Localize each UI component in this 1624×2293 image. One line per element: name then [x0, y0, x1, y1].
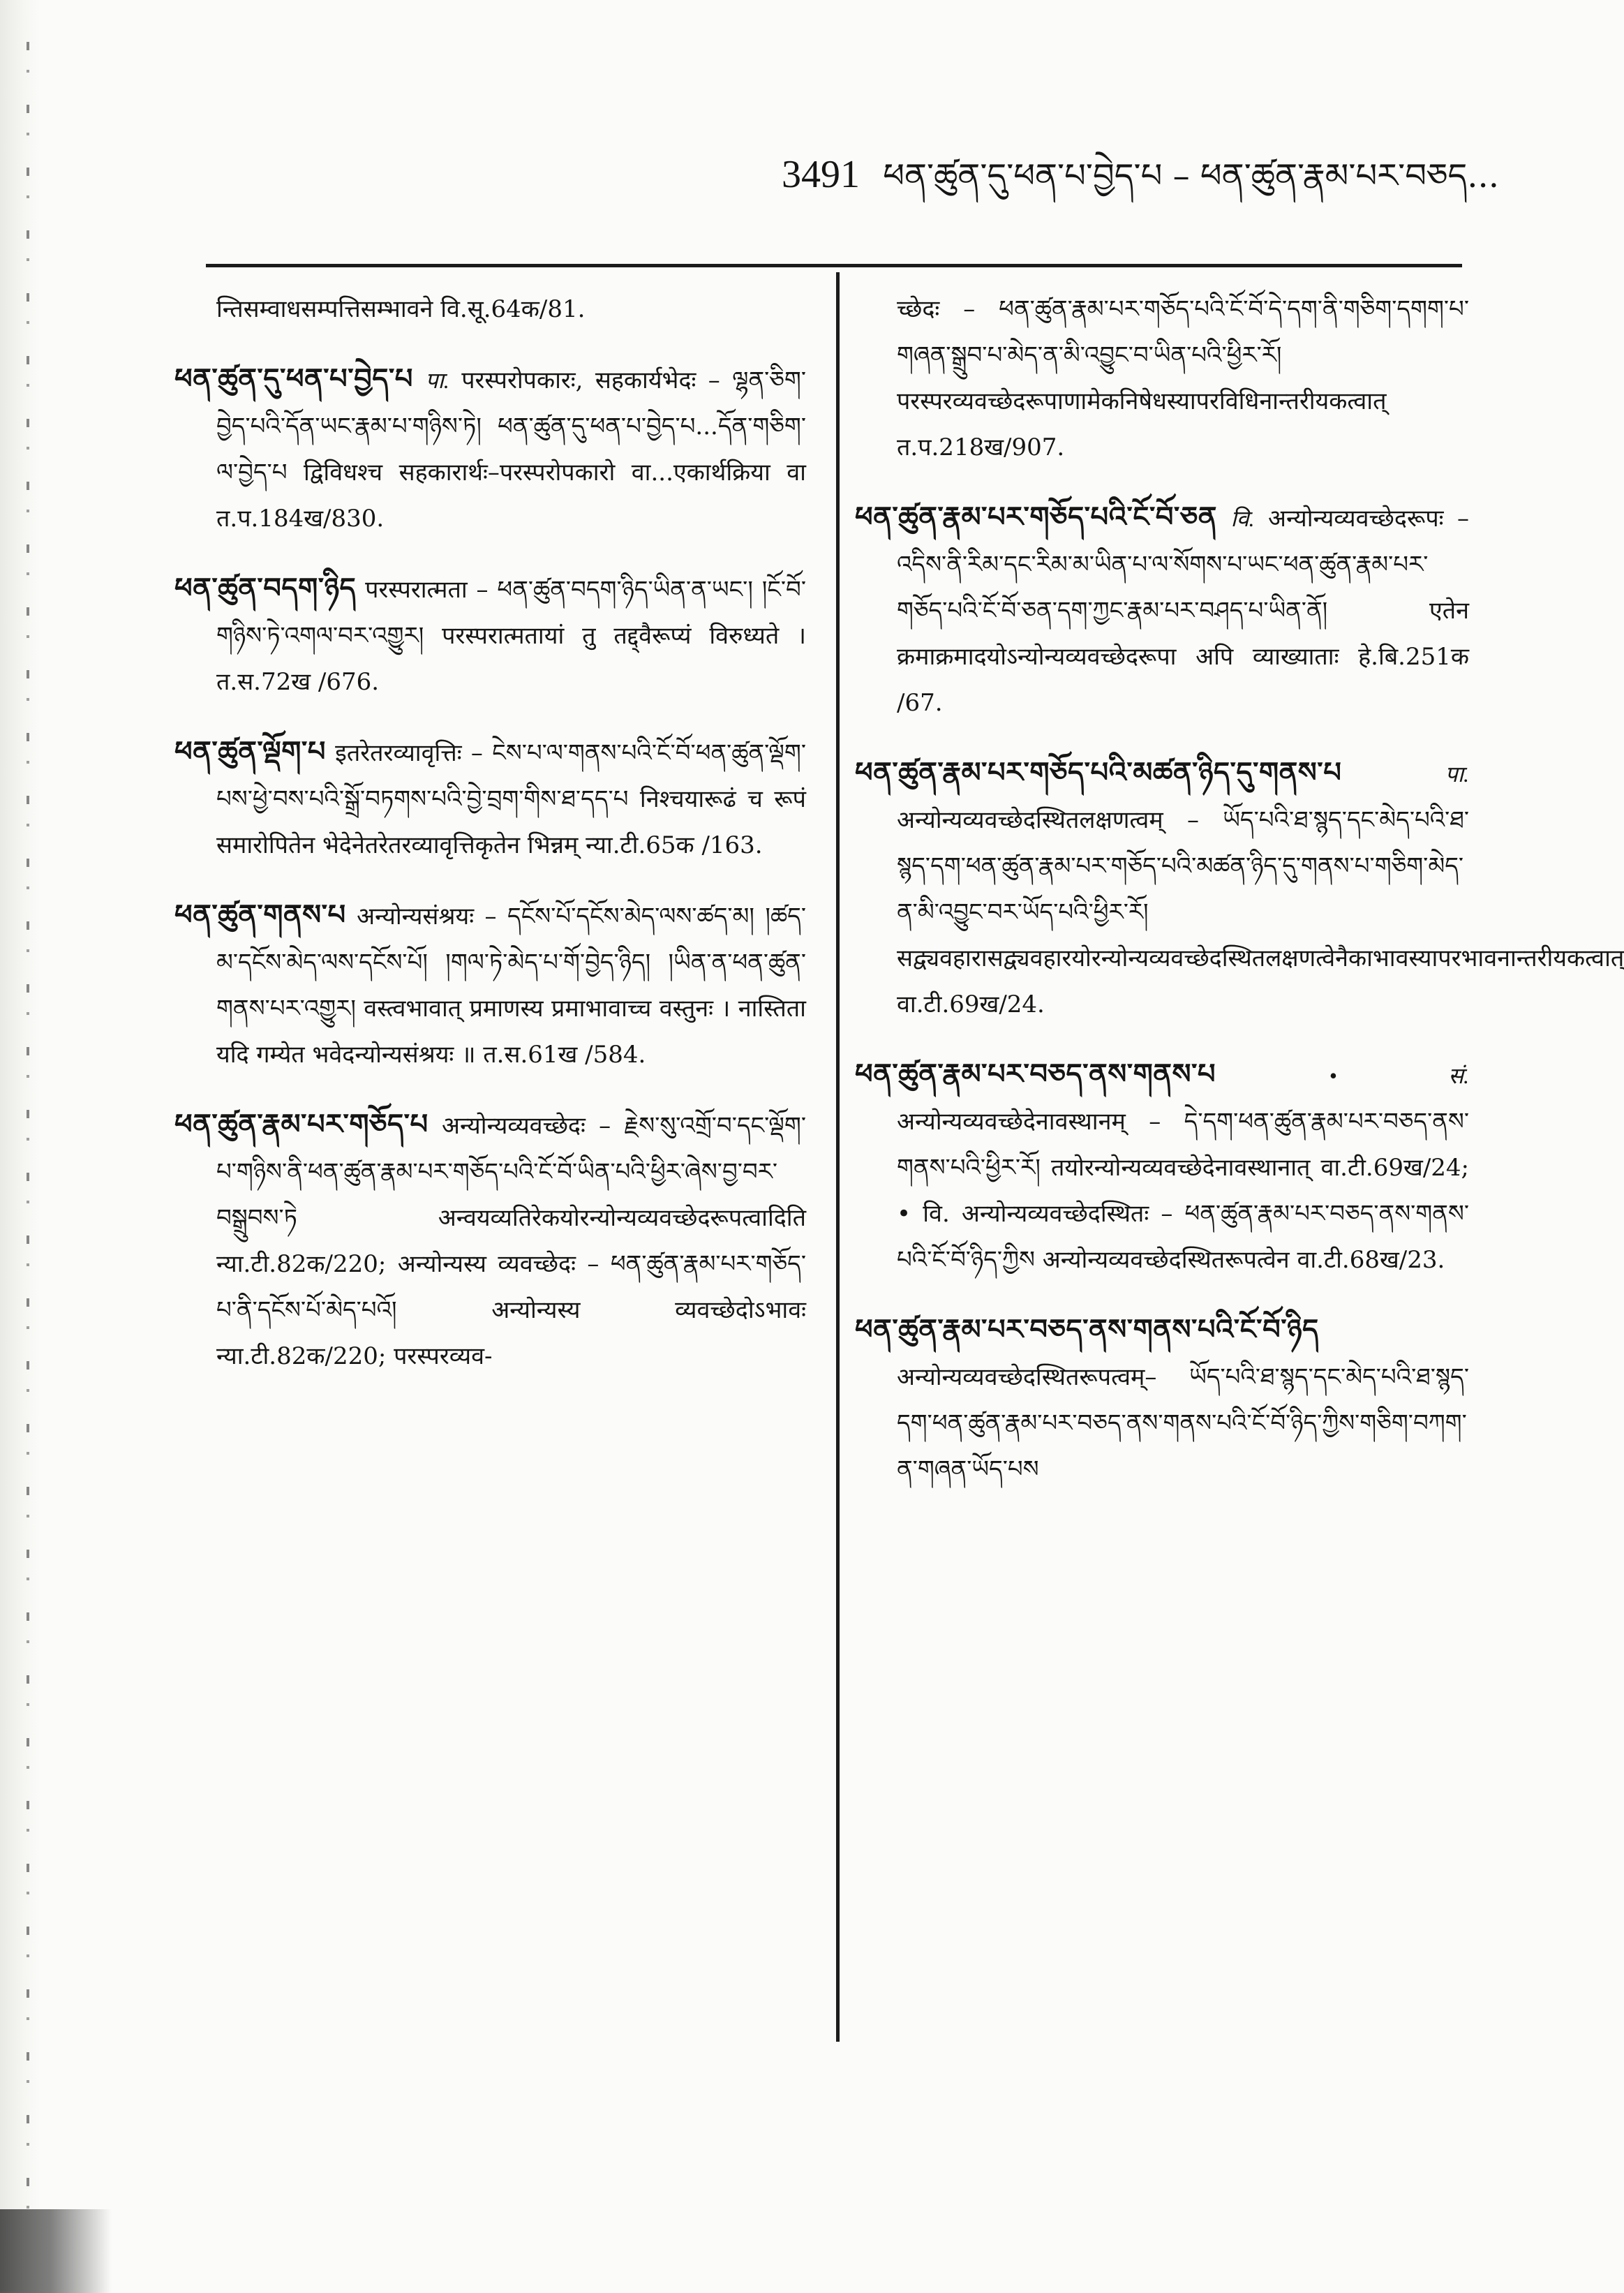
entry-headword: ཕན་ཚུན་ལྡོག་པ [174, 735, 326, 768]
entry-body: अन्योन्यव्यवच्छेदस्थितलक्षणत्वम् – ཡོད་པའི་ཐ་སྙད་དང་མེད་པའི་ཐ་སྙད་དག་ཕན་ཚུན་རྣམ་པར་གཅོད་པའི་མཚན་ཉིད་དུ་གནས་པ་གཅིག་མེད་ན་མི་འབྱུང་བར་ཡོད་པའི་ཕྱིར་རོ། सद्व्यवहारासद्व्यवहारयोरन्योन्यव्यवच्छेदस्थितलक्षणत्वेनैकाभावस्यापरभावनान्तरीयकत्वात् वा.टी.69ख/24. [897, 806, 1624, 1018]
dictionary-entry [174, 356, 806, 542]
entry-headword: ཕན་ཚུན་བདག་ཉིད [174, 572, 357, 604]
entry-headword: ཕན་ཚུན་རྣམ་པར་བཅད་ནས་གནས་པ [855, 1058, 1216, 1090]
dictionary-entry [855, 286, 1469, 470]
entry-tag: पा. [425, 368, 449, 393]
dictionary-entry [855, 1307, 1469, 1492]
entry-body: न्तिसम्वाधसम्पत्तिसम्भावने वि.सू.64क/81. [216, 295, 586, 323]
dictionary-entry [855, 494, 1469, 726]
entry-body: अन्योन्यसंश्रयः – དངོས་པོ་དངོས་མེད་ལས་ཚད་མ། །ཚད་མ་དངོས་མེད་ལས་དངོས་པོ། །གལ་ཏེ་མེད་པ་གོ་བྱེད་ཉིད། །ཡིན་ན་ཕན་ཚུན་གནས་པར་འགྱུར། वस्त्वभावात् प्रमाणस्य प्रमाभावाच्च वस्तुनः । नास्तिता यदि गम्येत भवेदन्योन्यसंश्रयः ॥ त.स.61ख /584. [216, 903, 806, 1069]
entry-headword: ཕན་ཚུན་གནས་པ [174, 898, 346, 931]
dictionary-entry [174, 286, 806, 332]
scan-binding-shadow [27, 42, 29, 2241]
entry-body: अन्योन्यव्यवच्छेदेनावस्थानम् – དེ་དག་ཕན་ཚུན་རྣམ་པར་བཅད་ནས་གནས་པའི་ཕྱིར་རོ། तयोरन्योन्यव्यवच्छेदेनावस्थानात् वा.टी.69ख/24; • वि. अन्योन्यव्यवच्छेदस्थितः – ཕན་ཚུན་རྣམ་པར་བཅད་ནས་གནས་པའི་ངོ་བོ་ཉིད་ཀྱིས अन्योन्यव्यवच्छेदस्थितरूपत्वेन वा.टी.68ख/23. [897, 1108, 1469, 1274]
right-column [855, 286, 1624, 2045]
entry-body: च्छेदः – ཕན་ཚུན་རྣམ་པར་གཅོད་པའི་ངོ་བོ་དེ་དག་ནི་གཅིག་དགག་པ་གཞན་སྒྲུབ་པ་མེད་ན་མི་འབྱུང་བ་ཡིན་པའི་ཕྱིར་རོ། परस्परव्यवच्छेदरूपाणामेकनिषेधस्यापरविधिनान्तरीयकत्वात् त.प.218ख/907. [897, 295, 1469, 461]
entry-tag: पा. [1445, 762, 1469, 787]
entry-body: अन्योन्यव्यवच्छेदरूपः – འདིས་ནི་རིམ་དང་རིམ་མ་ཡིན་པ་ལ་སོགས་པ་ཡང་ཕན་ཚུན་རྣམ་པར་གཅོད་པའི་ངོ་བོ་ཅན་དག་ཀྱང་རྣམ་པར་བཤད་པ་ཡིན་ནོ། एतेन क्रमाक्रमादयोऽन्योन्यव्यवच्छेदरूपा अपि व्याख्याताः हे.बि.251क /67. [897, 505, 1470, 717]
running-header [782, 143, 1549, 206]
dictionary-entry [174, 892, 806, 1078]
dictionary-entry [174, 729, 806, 868]
entry-body: परस्परोपकारः, सहकार्यभेदः – ལྷན་ཅིག་བྱེད་པའི་དོན་ཡང་རྣམ་པ་གཉིས་ཏེ། ཕན་ཚུན་དུ་ཕན་པ་བྱེད་པ...དོན་གཅིག་ལ་བྱེད་པ द्विविधश्च सहकारार्थः–परस्परोपकारो वा...एकार्थक्रिया वा त.प.184ख/830. [216, 366, 806, 533]
dictionary-entry [855, 1051, 1469, 1283]
page-number: 3491 [782, 153, 860, 196]
entry-tag: वि. [1230, 506, 1255, 531]
dictionary-entry [174, 1101, 806, 1379]
entry-headword: ཕན་ཚུན་རྣམ་པར་བཅད་ནས་གནས་པའི་ངོ་བོ་ཉིད [855, 1313, 1319, 1346]
scan-corner-shadow [0, 2209, 112, 2293]
dictionary-entry [174, 565, 806, 705]
entry-body: इतरेतरव्यावृत्तिः – ངེས་པ་ལ་གནས་པའི་ངོ་བོ་ཕན་ཚུན་ལྡོག་པས་ཕྱེ་བས་པའི་སྒྲོ་བཏགས་པའི་བྱེ་བྲག་གིས་ཐ་དད་པ निश्चयारूढं च रूपं समारोपितेन भेदेनेतरेतरव्यावृत्तिकृतेन भिन्नम् न्या.टी.65क /163. [216, 739, 806, 859]
entry-body: अन्योन्यव्यवच्छेदस्थितरूपत्वम्– ཡོད་པའི་ཐ་སྙད་དང་མེད་པའི་ཐ་སྙད་དག་ཕན་ཚུན་རྣམ་པར་བཅད་ནས་གནས་པའི་ངོ་བོ་ཉིད་ཀྱིས་གཅིག་བཀག་ན་གཞན་ཡོད་པས [897, 1363, 1469, 1483]
scan-page-edge [0, 0, 40, 2292]
entry-headword: ཕན་ཚུན་རྣམ་པར་གཅོད་པ [174, 1108, 429, 1141]
entry-body: परस्परात्मता – ཕན་ཚུན་བདག་ཉིད་ཡིན་ན་ཡང་། །ངོ་བོ་གཉིས་ཏེ་འགལ་བར་འགྱུར། परस्परात्मतायां तु तद्द्वैरूप्यं विरुध्यते । त.स.72ख /676. [216, 576, 806, 696]
entry-headword: ཕན་ཚུན་དུ་ཕན་པ་བྱེད་པ [174, 362, 413, 395]
left-column [174, 286, 806, 2045]
dictionary-entry [855, 750, 1624, 1027]
header-entry-range: ཕན་ཚུན་དུ་ཕན་པ་བྱེད་པ – ཕན་ཚུན་རྣམ་པར་བཅད... [883, 156, 1500, 195]
column-divider [836, 272, 840, 2042]
entry-headword: ཕན་ཚུན་རྣམ་པར་གཅོད་པའི་མཚན་ཉིད་དུ་གནས་པ [855, 756, 1342, 789]
entry-tag: • सं. [1329, 1063, 1469, 1088]
entry-headword: ཕན་ཚུན་རྣམ་པར་གཅོད་པའི་ངོ་བོ་ཅན [855, 500, 1217, 533]
entry-body: अन्योन्यव्यवच्छेदः – རྗེས་སུ་འགྲོ་བ་དང་ལྡོག་པ་གཉིས་ནི་ཕན་ཚུན་རྣམ་པར་གཅོད་པའི་ངོ་བོ་ཡིན་པའི་ཕྱིར་ཞེས་བྱ་བར་བསྒྲུབས་ཏེ अन्वयव्यतिरेकयोरन्योन्यव्यवच्छेदरूपत्वादिति न्या.टी.82क/220; अन्योन्यस्य व्यवच्छेदः – ཕན་ཚུན་རྣམ་པར་གཅོད་པ་ནི་དངོས་པོ་མེད་པའོ། अन्योन्यस्य व्यवच्छेदोऽभावः न्या.टी.82क/220; परस्परव्यव- [216, 1112, 806, 1370]
header-rule [206, 264, 1462, 267]
